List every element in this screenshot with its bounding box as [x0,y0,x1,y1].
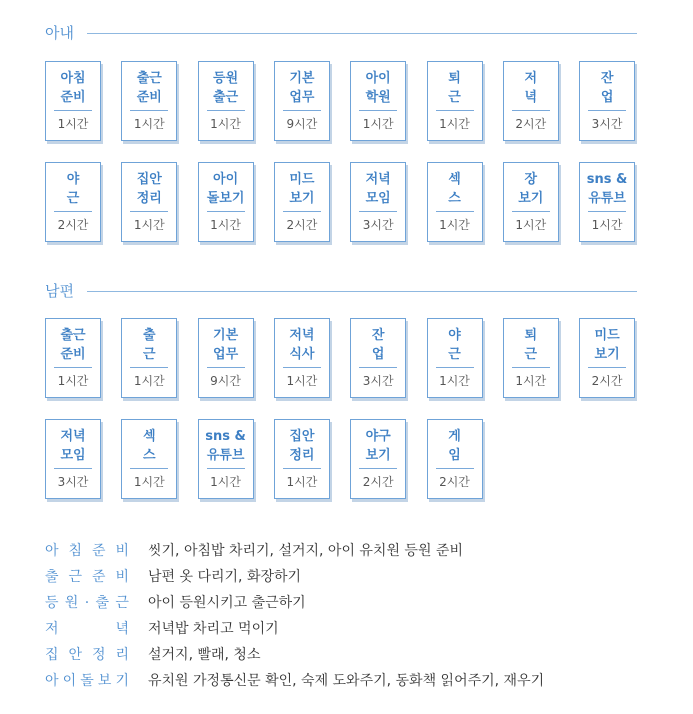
card-divider [359,110,397,111]
activity-name: 섹 스 [143,429,156,463]
card-divider [436,367,474,368]
activity-card [350,162,406,242]
activity-hours: 9시간 [286,117,318,131]
legend-row [45,670,665,696]
legend-term: 아 침 준 비 [45,543,129,559]
activity-card [503,61,559,141]
activity-card [503,318,559,398]
legend-description: 씻기, 아침밥 차리기, 설거지, 아이 유치원 등원 준비 [148,543,463,559]
card-divider [283,468,321,469]
card-divider [54,468,92,469]
activity-hours: 1시간 [210,475,241,489]
activity-card [350,318,406,398]
activity-card [274,61,330,141]
activity-hours: 1시간 [133,374,165,388]
card-divider [512,110,550,111]
legend-description: 유치원 가정통신문 확인, 숙제 도와주기, 동화책 읽어주기, 재우기 [148,673,545,689]
card-divider [283,367,321,368]
activity-hours: 1시간 [515,374,547,388]
husband-section-title: 남편 [45,282,74,300]
activity-hours: 1시간 [133,218,165,232]
activity-card [45,61,101,141]
activity-hours: 2시간 [591,374,623,388]
activity-card [579,162,635,242]
card-divider [130,468,168,469]
activity-name: 집안 정리 [289,429,315,463]
activity-card [121,419,177,499]
activity-name: 잔 업 [600,71,614,105]
activity-card [350,419,406,499]
activity-name: 출근 준비 [136,71,162,105]
activity-card [198,318,254,398]
activity-name: 아침 준비 [60,71,86,105]
legend-description: 설거지, 빨래, 청소 [148,647,261,663]
activity-name: 퇴 근 [524,328,538,362]
activity-name: 저녁 모임 [365,172,391,206]
card-divider [359,367,397,368]
card-divider [54,110,92,111]
activity-name: 잔 업 [371,328,385,362]
activity-card [427,61,483,141]
activity-hours: 3시간 [591,117,623,131]
activity-name: 등원 출근 [213,71,239,105]
card-divider [283,110,321,111]
activity-card [274,318,330,398]
activity-hours: 9시간 [210,374,241,388]
activity-name: 기본 업무 [213,328,239,362]
activity-hours: 1시간 [439,218,470,232]
card-divider [588,367,626,368]
card-divider [207,110,245,111]
card-divider [588,110,626,111]
card-divider [207,211,245,212]
activity-name: 야구 보기 [365,429,391,463]
activity-name: 섹 스 [448,172,461,206]
legend-description: 저녁밥 차리고 먹이기 [148,621,279,637]
card-divider [359,468,397,469]
activity-hours: 1시간 [57,117,89,131]
legend-term: 등 원 · 출 근 [45,595,129,611]
card-divider [436,110,474,111]
activity-card [121,318,177,398]
activity-card [427,419,483,499]
activity-hours: 2시간 [439,475,470,489]
activity-hours: 1시간 [362,117,394,131]
activity-card [350,61,406,141]
card-divider [207,367,245,368]
activity-hours: 2시간 [362,475,394,489]
legend-term: 아 이 돌 보 기 [45,673,129,689]
activity-hours: 2시간 [286,218,318,232]
activity-name: 퇴 근 [448,71,461,105]
activity-name: sns & 유튜브 [586,172,628,206]
card-divider [54,211,92,212]
activity-hours: 2시간 [57,218,89,232]
legend-term: 출 근 준 비 [45,569,129,585]
legend-term: 집 안 정 리 [45,647,129,663]
activity-card [121,61,177,141]
activity-card [45,318,101,398]
activity-card [274,162,330,242]
card-divider [130,367,168,368]
activity-hours: 2시간 [515,117,547,131]
activity-card [198,419,254,499]
activity-name: 아이 학원 [365,71,391,105]
card-divider [283,211,321,212]
section-divider [87,291,637,292]
activity-hours: 1시간 [439,117,470,131]
activity-name: 야 근 [66,172,80,206]
activity-card [121,162,177,242]
activity-name: 미드 보기 [594,328,620,362]
legend-row [45,540,665,566]
activity-card [198,61,254,141]
card-divider [588,211,626,212]
section-divider [87,33,637,34]
activity-hours: 1시간 [286,374,318,388]
card-divider [359,211,397,212]
activity-hours: 1시간 [286,475,318,489]
activity-name: 집안 정리 [136,172,162,206]
card-divider [130,211,168,212]
activity-name: 게 임 [448,429,461,463]
activity-card [579,61,635,141]
activity-hours: 1시간 [210,117,241,131]
legend-description: 아이 등원시키고 출근하기 [148,595,306,611]
activity-hours: 3시간 [362,218,394,232]
activity-hours: 1시간 [591,218,623,232]
activity-name: sns & 유튜브 [205,429,246,463]
activity-card [45,419,101,499]
activity-name: 장 보기 [518,172,544,206]
activity-hours: 1시간 [133,475,165,489]
activity-hours: 3시간 [362,374,394,388]
activity-hours: 1시간 [133,117,165,131]
activity-legend [45,540,665,696]
activity-name: 저녁 모임 [60,429,86,463]
card-divider [54,367,92,368]
activity-hours: 1시간 [515,218,547,232]
wife-section-title: 아내 [45,24,74,42]
activity-hours: 1시간 [439,374,470,388]
activity-hours: 3시간 [57,475,89,489]
activity-name: 출 근 [143,328,156,362]
activity-name: 야 근 [448,328,461,362]
activity-card [579,318,635,398]
activity-hours: 1시간 [210,218,241,232]
activity-card [427,318,483,398]
card-divider [512,211,550,212]
husband-section-header [45,280,637,302]
legend-row [45,644,665,670]
card-divider [130,110,168,111]
legend-row [45,566,665,592]
wife-section-header [45,22,637,44]
activity-name: 기본 업무 [289,71,315,105]
activity-name: 저녁 식사 [289,328,315,362]
card-divider [512,367,550,368]
activity-name: 저 녁 [524,71,538,105]
card-divider [436,468,474,469]
card-divider [207,468,245,469]
activity-name: 아이 돌보기 [206,172,245,206]
activity-card [198,162,254,242]
legend-term: 저 녁 [45,621,129,637]
activity-name: 미드 보기 [289,172,315,206]
legend-row [45,592,665,618]
activity-hours: 1시간 [57,374,89,388]
activity-card [274,419,330,499]
activity-card [503,162,559,242]
activity-card [427,162,483,242]
activity-card [45,162,101,242]
card-divider [436,211,474,212]
legend-row [45,618,665,644]
activity-name: 출근 준비 [60,328,86,362]
legend-description: 남편 옷 다리기, 화장하기 [148,569,302,585]
